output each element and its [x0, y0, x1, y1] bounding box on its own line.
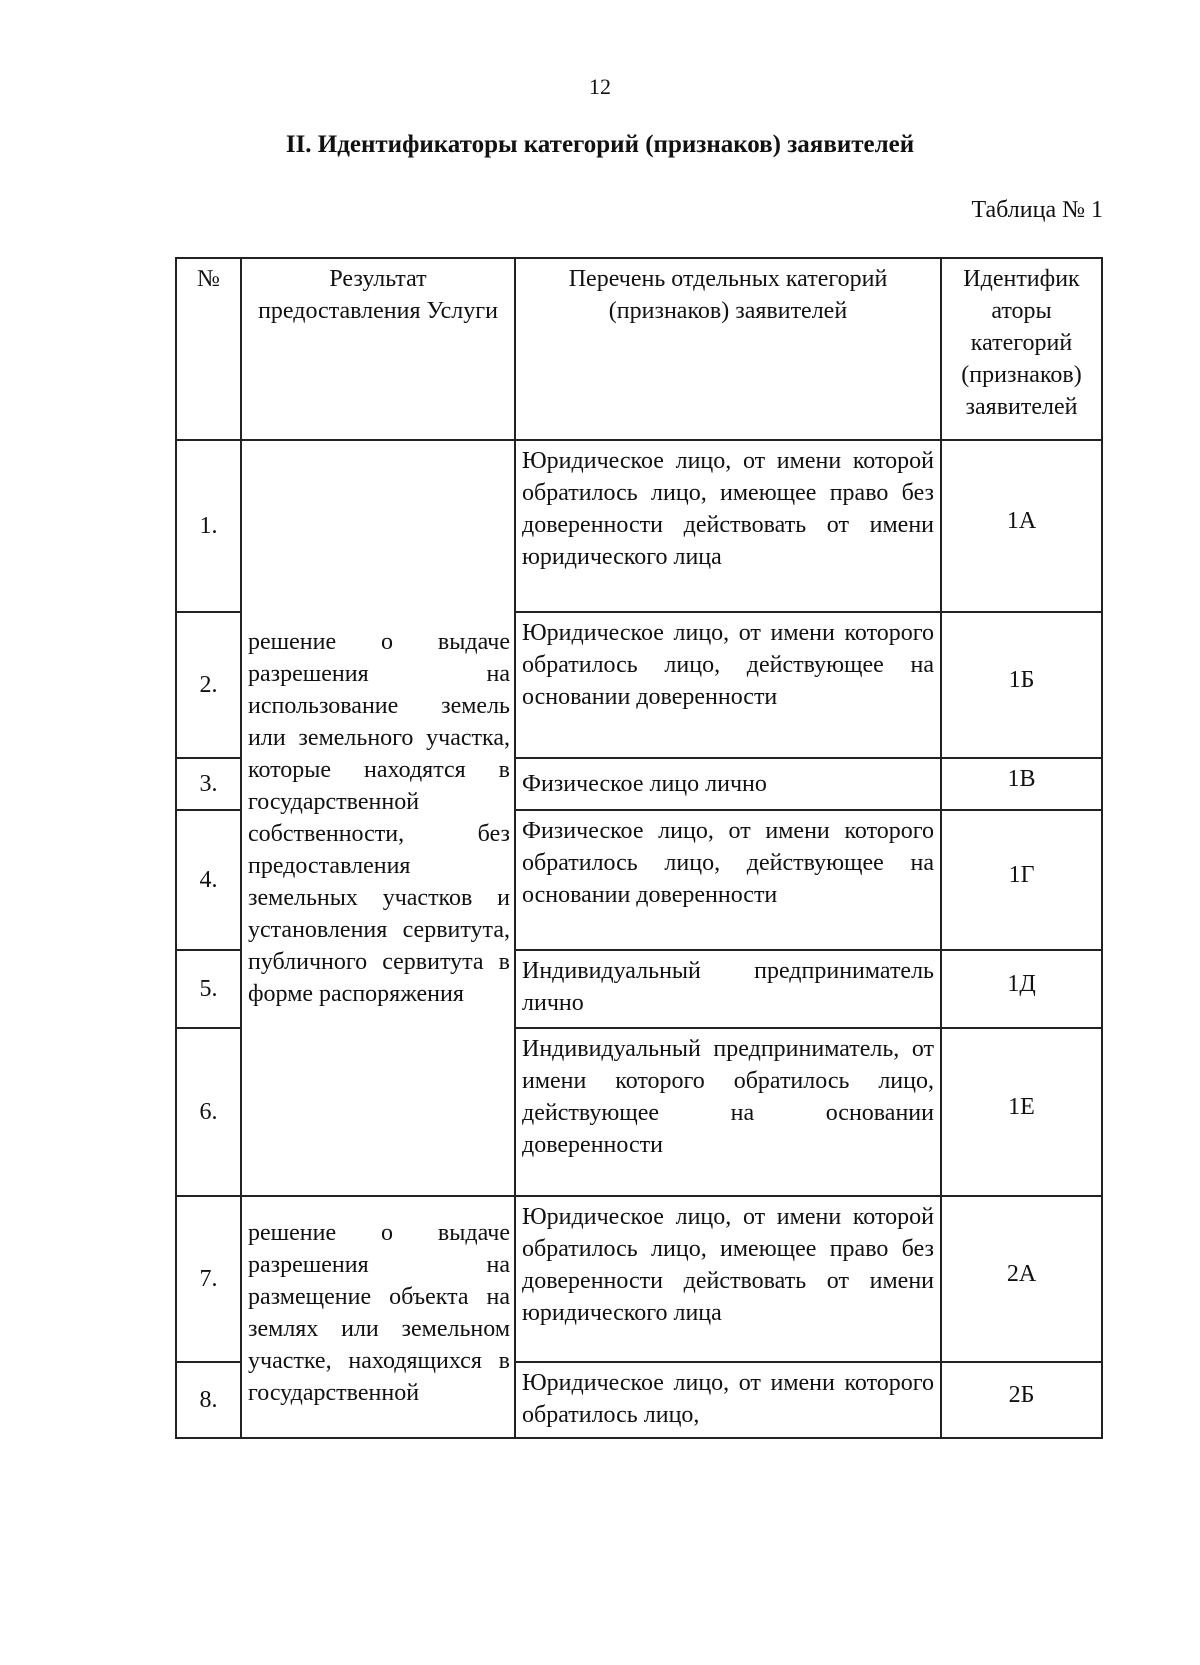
- table-header-row: [176, 258, 1102, 440]
- identifier-cell: 1Г: [941, 810, 1102, 950]
- result-cell: решение о выдаче разрешения на использование земель или земельного участка, которые находятся в государственной собственности, без предоставления земельных участков и установления сервитута, публичного сервитута в форме распоряжения: [241, 440, 515, 1196]
- category-cell: Индивидуальный предприниматель лично: [515, 950, 941, 1028]
- table-row: [176, 440, 1102, 612]
- category-cell: Физическое лицо лично: [515, 758, 941, 810]
- table-body: [176, 440, 1102, 1438]
- category-cell: Юридическое лицо, от имени которой обратилось лицо, имеющее право без доверенности действовать от имени юридического лица: [515, 440, 941, 612]
- category-cell: Физическое лицо, от имени которого обратилось лицо, действующее на основании доверенности: [515, 810, 941, 950]
- table-header: [176, 258, 1102, 440]
- categories-table: [175, 257, 1103, 1439]
- identifier-cell: 1А: [941, 440, 1102, 612]
- identifier-cell: 1Б: [941, 612, 1102, 758]
- category-cell: Юридическое лицо, от имени которого обратилось лицо, действующее на основании доверенности: [515, 612, 941, 758]
- category-cell: Индивидуальный предприниматель, от имени которого обратилось лицо, действующее на основании доверенности: [515, 1028, 941, 1196]
- header-categories: Перечень отдельных категорий (признаков) заявителей: [515, 258, 941, 440]
- table-row: [176, 1196, 1102, 1362]
- row-number: 3.: [176, 758, 241, 810]
- row-number: 6.: [176, 1028, 241, 1196]
- identifier-cell: 1В: [941, 758, 1102, 810]
- identifier-cell: 2А: [941, 1196, 1102, 1362]
- row-number: 2.: [176, 612, 241, 758]
- header-num: №: [176, 258, 241, 440]
- table-label: Таблица № 1: [971, 197, 1103, 223]
- page-number: 12: [589, 74, 611, 99]
- row-number: 1.: [176, 440, 241, 612]
- row-number: 4.: [176, 810, 241, 950]
- row-number: 8.: [176, 1362, 241, 1438]
- identifier-cell: 2Б: [941, 1362, 1102, 1438]
- identifier-cell: 1Д: [941, 950, 1102, 1028]
- category-cell: Юридическое лицо, от имени которого обратилось лицо,: [515, 1362, 941, 1438]
- row-number: 5.: [176, 950, 241, 1028]
- header-result: Результат предоставления Услуги: [241, 258, 515, 440]
- identifier-cell: 1Е: [941, 1028, 1102, 1196]
- header-identifier: Идентифик аторы категорий (признаков) заявителей: [941, 258, 1102, 440]
- result-cell: решение о выдаче разрешения на размещение объекта на землях или земельном участке, находящихся в государственной: [241, 1196, 515, 1438]
- section-title: II. Идентификаторы категорий (признаков) заявителей: [285, 131, 915, 158]
- category-cell: Юридическое лицо, от имени которой обратилось лицо, имеющее право без доверенности действовать от имени юридического лица: [515, 1196, 941, 1362]
- row-number: 7.: [176, 1196, 241, 1362]
